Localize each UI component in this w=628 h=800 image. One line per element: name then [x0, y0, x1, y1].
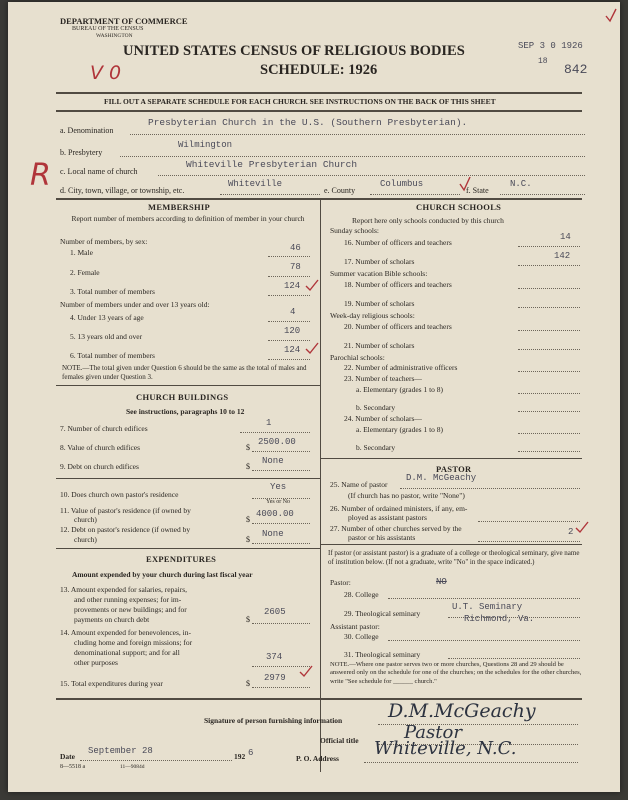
q3-value: 124	[284, 281, 301, 291]
q24-label: 24. Number of scholars—	[344, 414, 422, 423]
q4-label: 4. Under 13 years of age	[70, 313, 144, 322]
form-number: 8—5518 a	[60, 764, 86, 770]
schools-sub: Report here only schools conducted by this church	[352, 216, 504, 225]
q15-value: 2979	[264, 673, 286, 683]
date-year-prefix: 192	[234, 752, 246, 761]
form-number-2: 11—9084d	[120, 764, 145, 770]
q12-value: None	[262, 529, 284, 539]
q19-label: 19. Number of scholars	[344, 299, 415, 308]
city-town-label: d. City, town, village, or township, etc.	[60, 186, 185, 195]
table-top-rule	[56, 198, 582, 200]
q17-line	[518, 255, 580, 266]
buildings-title: CHURCH BUILDINGS	[136, 392, 229, 402]
buildings-sub: See instructions, paragraphs 10 to 12	[126, 407, 245, 416]
q22-line	[518, 361, 580, 372]
check-mark-icon	[304, 341, 320, 357]
q2-value: 78	[290, 262, 301, 272]
by-sex-label: Number of members, by sex:	[60, 237, 148, 246]
q24b-label: b. Secondary	[356, 443, 396, 452]
received-stamp-number: 842	[564, 62, 588, 77]
q24a-label: a. Elementary (grades 1 to 8)	[356, 425, 444, 434]
membership-note: NOTE.—The total given under Question 6 should be the same as the total of males and females given under Question 3.	[62, 364, 307, 381]
q27-value: 2	[568, 527, 574, 537]
city-town-value: Whiteville	[228, 179, 283, 189]
expenditures-sub: Amount expended by your church during last fiscal year	[72, 570, 253, 579]
q9-dollar: $	[246, 462, 250, 471]
expenditures-title: EXPENDITURES	[146, 554, 217, 564]
q21-line	[518, 339, 580, 350]
schools-title: CHURCH SCHOOLS	[416, 202, 502, 212]
q13-label-2: and other running expenses; for im-	[74, 595, 182, 604]
q2-line	[268, 266, 310, 277]
q9-value: None	[262, 456, 284, 466]
q12-dollar: $	[246, 535, 250, 544]
census-schedule-sheet	[8, 2, 620, 792]
q28-label: 28. College	[344, 590, 379, 599]
q26-line	[478, 511, 580, 522]
parochial-schools-label: Parochial schools:	[330, 353, 385, 362]
q11-value: 4000.00	[256, 509, 294, 519]
q23a-label: a. Elementary (grades 1 to 8)	[356, 385, 444, 394]
q15-dollar: $	[246, 679, 250, 688]
q17-value: 142	[554, 251, 571, 261]
q4-value: 4	[290, 307, 296, 317]
sunday-schools-label: Sunday schools:	[330, 226, 379, 235]
q23a-line	[518, 383, 580, 394]
q2-label: 2. Female	[70, 268, 100, 277]
q10-value: Yes	[270, 482, 287, 492]
q16-value: 14	[560, 232, 571, 242]
q30-line	[388, 630, 580, 641]
q7-label: 7. Number of church edifices	[60, 424, 148, 433]
q11-label: 11. Value of pastor's residence (if owned by	[60, 506, 191, 515]
department-label: DEPARTMENT OF COMMERCE	[60, 16, 188, 26]
q8-label: 8. Value of church edifices	[60, 443, 141, 452]
q24a-line	[518, 423, 580, 434]
assistant-pastor-subhead: Assistant pastor:	[330, 622, 380, 631]
header-rule-top	[56, 92, 582, 94]
po-address-value: Whiteville, N.C.	[374, 738, 517, 759]
pencil-mark: V 0	[90, 62, 122, 84]
county-label: e. County	[324, 186, 356, 195]
check-mark-icon	[304, 278, 320, 294]
weekday-schools-label: Week-day religious schools:	[330, 311, 415, 320]
q20-line	[518, 320, 580, 331]
q13-label-3: provements or new buildings; and for	[74, 605, 187, 614]
county-value: Columbus	[380, 179, 424, 189]
q6-label: 6. Total number of members	[70, 351, 155, 360]
buildings-rule	[56, 478, 320, 479]
check-mark-icon	[574, 520, 590, 536]
q7-line	[240, 422, 310, 433]
q23-label: 23. Number of teachers—	[344, 374, 422, 383]
q18-label: 18. Number of officers and teachers	[344, 280, 452, 289]
received-stamp-date: SEP 3 0 1926	[518, 41, 583, 51]
check-mark-icon	[458, 176, 472, 192]
q31-label: 31. Theological seminary	[344, 650, 421, 659]
pastor-subhead: Pastor:	[330, 578, 351, 587]
q11-label-cont: church)	[74, 515, 97, 524]
presbytery-label: b. Presbytery	[60, 148, 103, 157]
q23b-line	[518, 401, 580, 412]
date-year-digit: 6	[248, 748, 254, 758]
q14-label-3: denominational support; and for all	[74, 648, 180, 657]
q16-label: 16. Number of officers and teachers	[344, 238, 452, 247]
q20-label: 20. Number of officers and teachers	[344, 322, 452, 331]
q26-label-cont: ployed as assistant pastors	[348, 513, 427, 522]
red-review-mark: R	[30, 158, 51, 193]
bureau-label: BUREAU OF THE CENSUS	[72, 26, 144, 32]
q6-value: 124	[284, 345, 301, 355]
q23b-label: b. Secondary	[356, 403, 396, 412]
q1-label: 1. Male	[70, 248, 93, 257]
q29-label: 29. Theological seminary	[344, 609, 421, 618]
official-title-label: Official title	[320, 736, 359, 745]
q25-value: D.M. McGeachy	[406, 473, 477, 483]
q27-line	[478, 531, 580, 542]
q25-note: (If church has no pastor, write "None")	[348, 491, 465, 500]
q14-label: 14. Amount expended for benevolences, in-	[60, 628, 192, 637]
yes-no-hint: Yes or No	[266, 499, 291, 505]
q8-value: 2500.00	[258, 437, 296, 447]
q11-dollar: $	[246, 515, 250, 524]
header-rule-bottom	[56, 110, 582, 112]
q12-label-cont: church)	[74, 535, 97, 544]
check-mark-icon	[604, 8, 618, 24]
age-header: Number of members under and over 13 years old:	[60, 300, 210, 309]
signature-value: D.M.McGeachy	[388, 700, 536, 722]
q18-line	[518, 278, 580, 289]
date-label: Date	[60, 752, 75, 761]
membership-rule	[56, 385, 320, 386]
form-title: UNITED STATES CENSUS OF RELIGIOUS BODIES	[123, 43, 465, 59]
graduate-note: If pastor (or assistant pastor) is a graduate of a college or theological seminary, give name of institution below. (If not a graduate, write "No" in the space indicated.)	[328, 549, 580, 566]
q15-label: 15. Total expenditures during year	[60, 679, 163, 688]
pastor-top-rule	[320, 458, 582, 459]
membership-intro: Report number of members according to definition of member in your church	[71, 214, 305, 223]
q5-label: 5. 13 years old and over	[70, 332, 143, 341]
q13-label: 13. Amount expended for salaries, repairs,	[60, 585, 188, 594]
q24b-line	[518, 441, 580, 452]
q1-value: 46	[290, 243, 301, 253]
q27-label-cont: pastor or his assistants	[348, 533, 416, 542]
q31-line	[448, 648, 580, 659]
q9-label: 9. Debt on church edifices	[60, 462, 139, 471]
q10-label: 10. Does church own pastor's residence	[60, 490, 179, 499]
official-title-value: Pastor	[404, 722, 462, 743]
q5-value: 120	[284, 326, 301, 336]
q13-dollar: $	[246, 615, 250, 624]
q17-label: 17. Number of scholars	[344, 257, 415, 266]
q22-label: 22. Number of administrative officers	[344, 363, 458, 372]
denomination-value: Presbyterian Church in the U.S. (Southern Presbyterian).	[148, 117, 468, 128]
q29-value-2: Richmond, Va.	[464, 614, 535, 624]
q14-label-4: other purposes	[74, 658, 118, 667]
q7-value: 1	[266, 418, 272, 428]
signature-label: Signature of person furnishing information	[204, 716, 343, 725]
column-divider	[320, 198, 321, 772]
pastor-title: PASTOR	[436, 464, 472, 474]
instruction-banner: FILL OUT A SEPARATE SCHEDULE FOR EACH CHURCH. SEE INSTRUCTIONS ON THE BACK OF THIS SHEET	[104, 97, 496, 106]
membership-title: MEMBERSHIP	[148, 202, 211, 212]
q29-value: U.T. Seminary	[452, 602, 523, 612]
q30-label: 30. College	[344, 632, 379, 641]
date-value: September 28	[88, 746, 153, 756]
received-stamp-small: 18	[538, 57, 548, 66]
church-name-label: c. Local name of church	[60, 167, 138, 176]
q12-label: 12. Debt on pastor's residence (if owned by	[60, 525, 191, 534]
denomination-label: a. Denomination	[60, 126, 114, 135]
q25-label: 25. Name of pastor	[330, 480, 388, 489]
expenditures-top-rule	[56, 548, 320, 549]
q28-line	[388, 588, 580, 599]
check-mark-icon	[298, 664, 314, 680]
summer-schools-label: Summer vacation Bible schools:	[330, 269, 428, 278]
q3-label: 3. Total number of members	[70, 287, 155, 296]
state-label: f. State	[466, 186, 489, 195]
state-value: N.C.	[510, 179, 532, 189]
presbytery-value: Wilmington	[178, 140, 233, 150]
q14-label-2: cluding home and foreign missions; for	[74, 638, 193, 647]
q13-value: 2605	[264, 607, 286, 617]
q28-value: NO	[436, 577, 447, 587]
city-label: WASHINGTON	[96, 33, 133, 39]
schedule-title: SCHEDULE: 1926	[260, 62, 378, 78]
po-address-label: P. O. Address	[296, 754, 339, 763]
q13-label-4: payments on church debt	[74, 615, 150, 624]
q4-line	[268, 311, 310, 322]
pastor-note: NOTE.—Where one pastor serves two or more churches, Questions 28 and 29 should be answered only on the schedule for one of the churches; on the schedules for the other churches, write "See schedule for ______ church."	[330, 661, 582, 685]
q26-label: 26. Number of ordained ministers, if any, em-	[330, 504, 468, 513]
church-name-value: Whiteville Presbyterian Church	[186, 159, 358, 170]
q21-label: 21. Number of scholars	[344, 341, 415, 350]
q8-dollar: $	[246, 443, 250, 452]
grad-rule	[320, 544, 582, 545]
q14-value: 374	[266, 652, 283, 662]
q27-label: 27. Number of other churches served by the	[330, 524, 462, 533]
q1-line	[268, 246, 310, 257]
q19-line	[518, 297, 580, 308]
